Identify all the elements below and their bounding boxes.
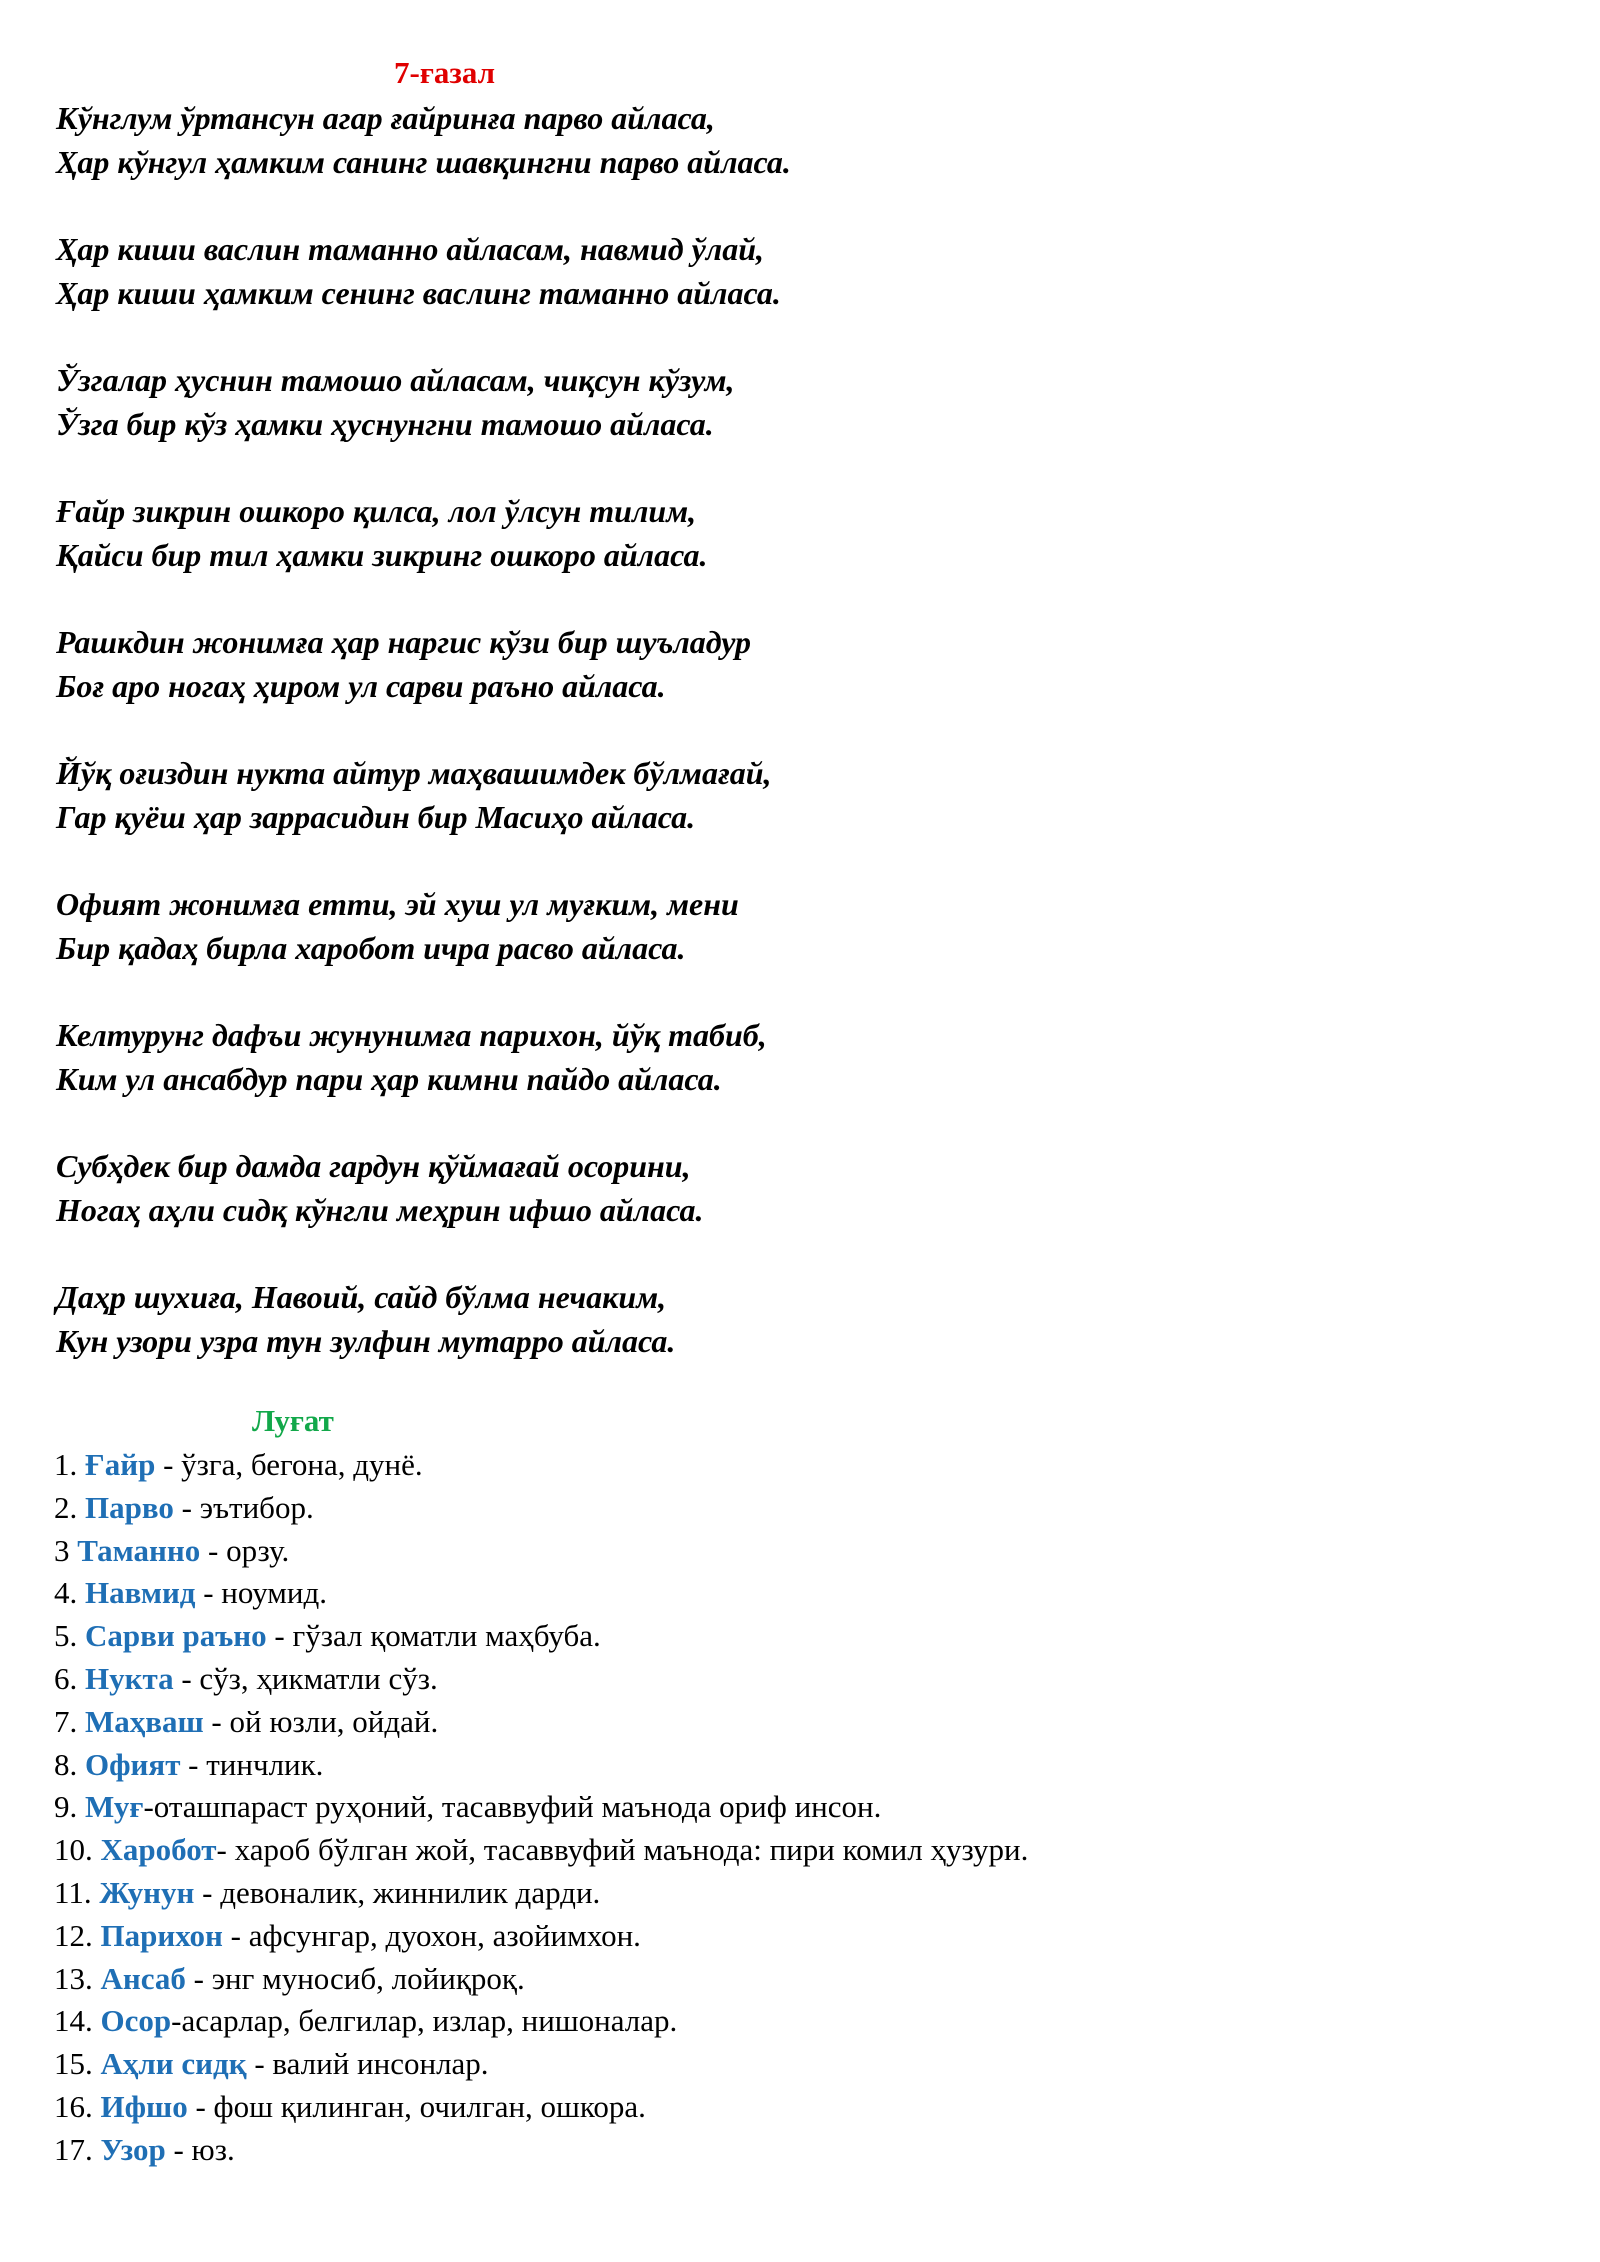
verse-line: Ўзга бир кўз ҳамки ҳуснунгни тамошо айласа.: [56, 406, 714, 442]
glossary-number: 1.: [54, 1447, 85, 1482]
stanza: [56, 751, 1556, 839]
glossary-term: Жунун: [99, 1874, 195, 1910]
verse-line: Боғ аро ногаҳ ҳиром ул сарви раъно айласа.: [56, 668, 666, 704]
verse-line: Ногаҳ аҳли сидқ кўнгли меҳрин ифшо айласа.: [56, 1192, 704, 1228]
glossary-definition: -оташпараст руҳоний, тасаввуфий маънода ориф инсон.: [143, 1789, 882, 1825]
verse-line: Ғайр зикрин ошкоро қилса, лол ўлсун тилим,: [56, 493, 697, 529]
glossary-item: [54, 1829, 1554, 1872]
stanza: [56, 882, 1556, 970]
verse-line: Даҳр шухиға, Навоий, сайд бўлма нечаким,: [56, 1279, 667, 1315]
glossary-item: [54, 1444, 1554, 1487]
poem-title: 7-ғазал: [394, 55, 496, 90]
verse-line: Кўнглум ўртансун агар ғайринға парво айласа,: [56, 100, 715, 136]
verse-line: Ҳар киши васлин таманно айласам, навмид ўлай,: [56, 231, 765, 267]
glossary-term: Офият: [85, 1746, 181, 1782]
verse-line: Қайси бир тил ҳамки зикринг ошкоро айласа.: [56, 537, 708, 573]
glossary-number: 17.: [54, 2131, 101, 2167]
verse-line: Йўқ оғиздин нукта айтур маҳвашимдек бўлмағай,: [56, 755, 772, 791]
glossary-number: 8.: [54, 1746, 85, 1782]
glossary-term: Ифшо: [100, 2088, 188, 2124]
glossary-item: [54, 1572, 1554, 1615]
glossary-item: [54, 1872, 1554, 1915]
verse-line: Ўзгалар ҳуснин тамошо айласам, чиқсун кўзум,: [56, 362, 735, 398]
glossary-item: [54, 1958, 1554, 2001]
glossary-number: 11.: [54, 1874, 100, 1910]
glossary-number: 10.: [54, 1832, 101, 1868]
glossary-definition: -асарлар, белгилар, излар, нишоналар.: [171, 2003, 678, 2039]
glossary-definition: - ноумид.: [195, 1575, 328, 1611]
glossary-number: 14.: [54, 2003, 101, 2039]
glossary-number: 3: [54, 1532, 78, 1568]
poem: [56, 96, 1556, 1406]
glossary-number: 2.: [54, 1489, 85, 1525]
verse-line: Ҳар киши ҳамким сенинг васлинг таманно айласа.: [56, 275, 781, 311]
glossary-item: [54, 2000, 1554, 2043]
glossary-item: [54, 1915, 1554, 1958]
glossary-item: [54, 1658, 1554, 1701]
glossary-term: Нукта: [85, 1660, 174, 1696]
verse-line: Бир қадаҳ бирла харобот ичра расво айласа.: [56, 930, 686, 966]
glossary-item: [54, 1487, 1554, 1530]
glossary-definition: - хароб бўлган жой, тасаввуфий маънода: пири комил ҳузури.: [216, 1832, 1029, 1868]
glossary-number: 15.: [54, 2046, 101, 2082]
glossary-term: Ансаб: [100, 1960, 186, 1996]
stanza: [56, 96, 1556, 184]
glossary-item: [54, 1615, 1554, 1658]
glossary-definition: - орзу.: [200, 1532, 290, 1568]
glossary-term: Таманно: [77, 1532, 201, 1568]
glossary-term: Харобот: [100, 1832, 217, 1868]
glossary-term: Осор: [100, 2003, 172, 2039]
glossary-definition: - девоналик, жиннилик дарди.: [194, 1874, 601, 1910]
glossary-item: [54, 2129, 1554, 2172]
verse-line: Офият жонимға етти, эй хуш ул муғким, мени: [56, 886, 739, 922]
stanza: [56, 227, 1556, 315]
glossary-term: Парво: [85, 1489, 174, 1525]
glossary-definition: - ой юзли, ойдай.: [203, 1703, 439, 1739]
glossary-term: Узор: [100, 2131, 166, 2167]
glossary-definition: - тинчлик.: [180, 1746, 324, 1782]
glossary-definition: - ўзга, бегона, дунё.: [155, 1447, 423, 1482]
stanza: [56, 1013, 1556, 1101]
glossary-definition: - афсунгар, дуохон, азойимхон.: [222, 1917, 641, 1953]
stanza: [56, 489, 1556, 577]
glossary-number: 9.: [54, 1789, 85, 1825]
glossary-definition: - юз.: [165, 2131, 235, 2167]
glossary-number: 4.: [54, 1575, 85, 1611]
glossary-item: [54, 1744, 1554, 1787]
glossary-number: 5.: [54, 1618, 85, 1654]
verse-line: Ким ул ансабдур пари ҳар кимни пайдо айласа.: [56, 1061, 722, 1097]
glossary-term: Муғ: [85, 1789, 144, 1825]
glossary-list: [54, 1444, 1554, 2172]
glossary-item: [54, 1786, 1554, 1829]
verse-line: Рашкдин жонимға ҳар наргис кўзи бир шуъладур: [56, 624, 752, 660]
glossary-number: 7.: [54, 1703, 85, 1739]
stanza: [56, 620, 1556, 708]
stanza: [56, 358, 1556, 446]
glossary-item: [54, 2086, 1554, 2129]
glossary-number: 16.: [54, 2088, 101, 2124]
verse-line: Ҳар кўнгул ҳамким санинг шавқингни парво айласа.: [56, 144, 791, 180]
glossary-term: Навмид: [85, 1575, 196, 1611]
stanza: [56, 1144, 1556, 1232]
stanza: [56, 1275, 1556, 1363]
glossary-number: 6.: [54, 1660, 85, 1696]
verse-line: Келтурунг дафъи жунунимға парихон, йўқ табиб,: [56, 1017, 767, 1053]
glossary-item: [54, 1701, 1554, 1744]
glossary-term: Ғайр: [85, 1447, 156, 1482]
verse-line: Гар қуёш ҳар заррасидин бир Масиҳо айласа.: [56, 799, 696, 835]
glossary-definition: - сўз, ҳикматли сўз.: [173, 1660, 438, 1696]
glossary-item: [54, 1530, 1554, 1573]
glossary-title: Луғат: [252, 1403, 334, 1438]
glossary-definition: - гўзал қоматли маҳбуба.: [266, 1618, 601, 1654]
glossary-definition: - валий инсонлар.: [246, 2046, 489, 2082]
glossary-term: Маҳваш: [85, 1703, 204, 1739]
glossary-number: 13.: [54, 1960, 101, 1996]
glossary-term: Парихон: [100, 1917, 223, 1953]
glossary-definition: - фош қилинган, очилган, ошкора.: [187, 2088, 646, 2124]
glossary-term: Сарви раъно: [85, 1618, 267, 1654]
verse-line: Субҳдек бир дамда гардун қўймағай осорини,: [56, 1148, 691, 1184]
glossary-item: [54, 2043, 1554, 2086]
glossary-definition: - эътибор.: [173, 1489, 314, 1525]
glossary-number: 12.: [54, 1917, 101, 1953]
glossary-term: Аҳли сидқ: [100, 2046, 247, 2082]
verse-line: Кун узори узра тун зулфин мутарро айласа.: [56, 1323, 676, 1359]
glossary-definition: - энг муносиб, лойиқроқ.: [185, 1960, 525, 1996]
